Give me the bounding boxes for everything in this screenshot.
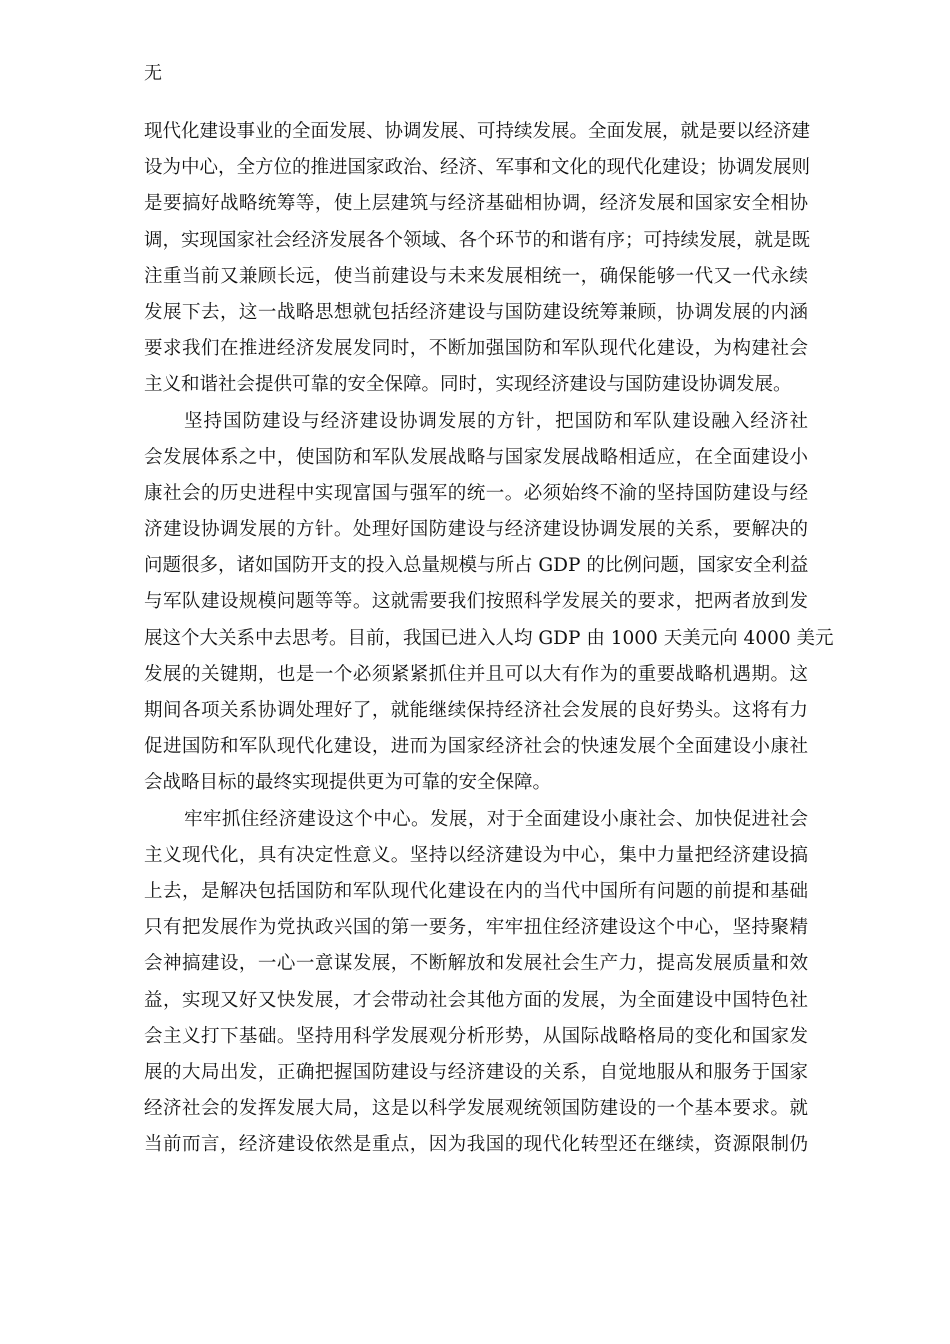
page-header: 无: [144, 63, 162, 84]
text-line: 要求我们在推进经济发展发同时，不断加强国防和军队现代化建设，为构建社会: [144, 338, 808, 360]
text-line: 调，实现国家社会经济发展各个领域、各个环节的和谐有序；可持续发展，就是既: [144, 229, 811, 251]
text-line: 主义现代化，具有决定性意义。坚持以经济建设为中心，集中力量把经济建设搞: [144, 844, 808, 866]
text-line: 是要搞好战略统筹等，使上层建筑与经济基础相协调，经济发展和国家安全相协: [144, 193, 808, 215]
paragraph-3: [144, 802, 808, 1164]
text-line: 会战略目标的最终实现提供更为可靠的安全保障。: [144, 772, 552, 794]
text-line: 益，实现又好又快发展，才会带动社会其他方面的发展，为全面建设中国特色社: [144, 989, 808, 1011]
text-line: 上去，是解决包括国防和军队现代化建设在内的当代中国所有问题的前提和基础: [144, 880, 808, 902]
text-line: 期间各项关系协调处理好了，就能继续保持经济社会发展的良好势头。这将有力: [144, 700, 808, 721]
text-line: 会发展体系之中，使国防和军队发展战略与国家发展战略相适应，在全面建设小: [144, 446, 808, 468]
text-line: 主义和谐社会提供可靠的安全保障。同时，实现经济建设与国防建设协调发展。: [144, 374, 792, 396]
paragraph-2: [144, 404, 834, 802]
document-body: [144, 114, 834, 1163]
text-line: 现代化建设事业的全面发展、协调发展、可持续发展。全面发展，就是要以经济建: [144, 121, 811, 142]
text-line: 康社会的历史进程中实现富国与强军的统一。必须始终不渝的坚持国防建设与经: [144, 482, 808, 504]
text-line: 与军队建设规模问题等等。这就需要我们按照科学发展关的要求，把两者放到发: [144, 591, 808, 613]
text-line: 设为中心，全方位的推进国家政治、经济、军事和文化的现代化建设；协调发展则: [144, 157, 811, 179]
text-line: 会神搞建设，一心一意谋发展，不断解放和发展社会生产力，提高发展质量和效: [144, 953, 808, 975]
text-line: 发展的关键期，也是一个必须紧紧抓住并且可以大有作为的重要战略机遇期。这: [144, 663, 808, 685]
text-line: 只有把发展作为党执政兴国的第一要务，牢牢扭住经济建设这个中心，坚持聚精: [144, 917, 808, 939]
text-line: 经济社会的发挥发展大局，这是以科学发展观统领国防建设的一个基本要求。就: [144, 1098, 808, 1120]
text-line: 济建设协调发展的方针。处理好国防建设与经济建设协调发展的关系，要解决的: [144, 519, 808, 541]
text-line: 坚持国防建设与经济建设协调发展的方针，把国防和军队建设融入经济社: [184, 410, 808, 432]
text-line: 发展下去，这一战略思想就包括经济建设与国防建设统筹兼顾，协调发展的内涵: [144, 301, 808, 323]
text-line: 展的大局出发，正确把握国防建设与经济建设的关系，自觉地服从和服务于国家: [144, 1061, 808, 1083]
text-line: 当前而言，经济建设依然是重点，因为我国的现代化转型还在继续，资源限制仍: [144, 1134, 808, 1156]
paragraph-1: [144, 114, 811, 404]
text-line: 展这个大关系中去思考。目前，我国已进入人均 GDP 由 1000 天美元向 4000 美元: [144, 627, 834, 649]
text-line: 促进国防和军队现代化建设，进而为国家经济社会的快速发展个全面建设小康社: [144, 736, 808, 758]
text-line: 会主义打下基础。坚持用科学发展观分析形势，从国际战略格局的变化和国家发: [144, 1025, 808, 1047]
text-line: 牢牢抓住经济建设这个中心。发展，对于全面建设小康社会、加快促进社会: [184, 808, 808, 830]
text-line: 注重当前又兼顾长远，使当前建设与未来发展相统一，确保能够一代又一代永续: [144, 265, 808, 287]
text-line: 问题很多，诸如国防开支的投入总量规模与所占 GDP 的比例问题，国家安全利益: [144, 555, 809, 577]
